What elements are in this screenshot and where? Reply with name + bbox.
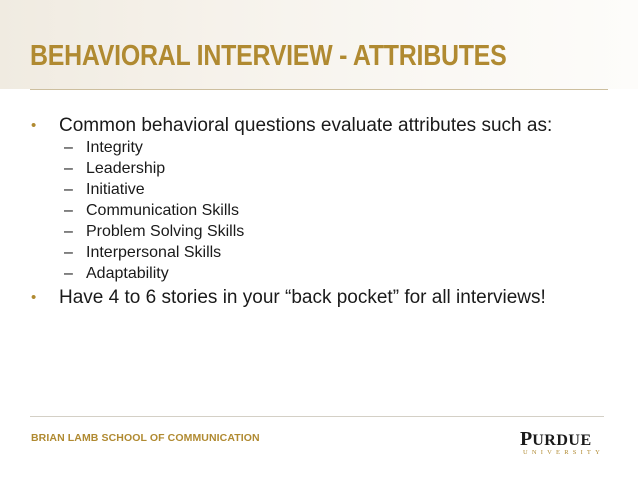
- attribute-label: Problem Solving Skills: [86, 223, 245, 240]
- bullet-text: Have 4 to 6 stories in your “back pocket” for all interviews!: [59, 287, 546, 308]
- dash-marker: –: [64, 223, 73, 240]
- logo-rest: URDUE: [532, 432, 592, 449]
- dash-marker: –: [64, 244, 73, 261]
- attribute-label: Integrity: [86, 139, 143, 156]
- logo-initial: P: [520, 428, 533, 450]
- bullet-marker: •: [31, 117, 37, 134]
- slide-title: BEHAVIORAL INTERVIEW - ATTRIBUTES: [30, 40, 507, 72]
- dash-marker: –: [64, 181, 73, 198]
- dash-marker: –: [64, 160, 73, 177]
- attribute-label: Initiative: [86, 181, 145, 198]
- attribute-label: Leadership: [86, 160, 166, 177]
- dash-marker: –: [64, 139, 73, 156]
- footer-divider: [30, 416, 604, 417]
- logo-subtitle: UNIVERSITY: [523, 449, 604, 456]
- attribute-label: Interpersonal Skills: [86, 244, 222, 261]
- bullet-marker: •: [31, 289, 37, 306]
- footer-school-name: BRIAN LAMB SCHOOL OF COMMUNICATION: [31, 432, 260, 444]
- dash-marker: –: [64, 265, 73, 282]
- logo-wordmark: [520, 429, 592, 451]
- attribute-label: Communication Skills: [86, 202, 239, 219]
- bullet-text: Common behavioral questions evaluate attributes such as:: [59, 115, 553, 136]
- purdue-logo: [520, 429, 606, 459]
- dash-marker: –: [64, 202, 73, 219]
- attribute-label: Adaptability: [86, 265, 169, 282]
